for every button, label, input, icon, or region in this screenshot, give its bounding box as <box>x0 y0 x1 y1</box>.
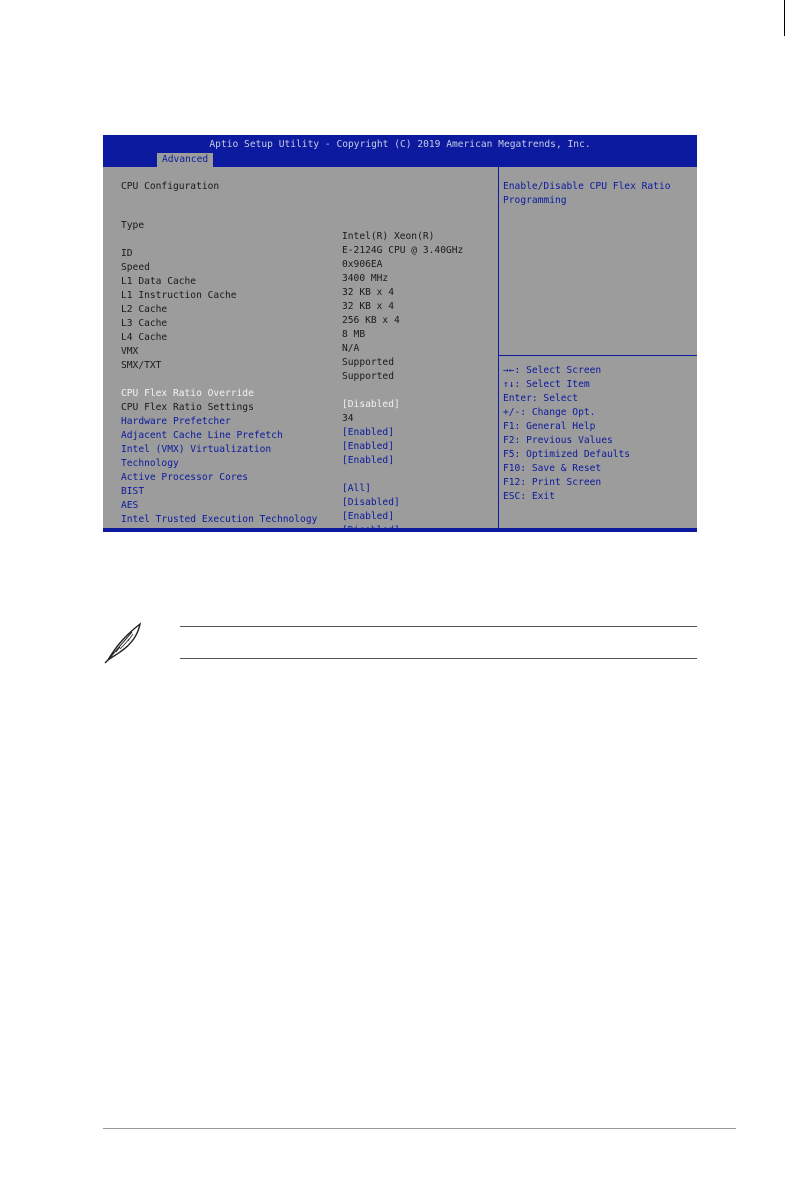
info-label: L1 Instruction Cache <box>121 290 237 301</box>
setting-value: 34 <box>342 413 354 424</box>
key-help-f5: F5: Optimized Defaults <box>503 449 631 460</box>
setting-label: Intel Trusted Execution Technology <box>121 514 318 525</box>
info-value: Supported <box>342 371 394 382</box>
help-text-line: Programming <box>503 195 567 206</box>
info-label: L3 Cache <box>121 318 168 329</box>
bios-bottom-border <box>103 528 697 532</box>
settings-pane <box>103 167 498 532</box>
setting-label: BIST <box>121 486 145 497</box>
key-help-select-screen: →←: Select Screen <box>503 365 602 376</box>
help-text-line: Enable/Disable CPU Flex Ratio <box>503 181 671 192</box>
info-label: ID <box>121 248 133 259</box>
setting-label: AES <box>121 500 139 511</box>
setting-label: CPU Flex Ratio Settings <box>121 402 254 413</box>
setting-value[interactable]: [Enabled] <box>342 455 394 466</box>
key-help-change-opt: +/-: Change Opt. <box>503 407 596 418</box>
setting-value[interactable]: [Disabled] <box>342 399 400 410</box>
key-help-enter: Enter: Select <box>503 393 579 404</box>
setting-label: Active Processor Cores <box>121 472 249 483</box>
info-value: E-2124G CPU @ 3.40GHz <box>342 245 464 256</box>
help-pane <box>498 167 697 532</box>
info-value: 32 KB x 4 <box>342 301 394 312</box>
info-value: 8 MB <box>342 329 366 340</box>
feather-icon <box>102 620 146 664</box>
info-label: L4 Cache <box>121 332 168 343</box>
setting-label: Hardware Prefetcher <box>121 416 231 427</box>
key-help-f1: F1: General Help <box>503 421 596 432</box>
bios-title: Aptio Setup Utility - Copyright (C) 2019 American Megatrends, Inc. <box>209 139 591 150</box>
help-divider <box>499 355 697 356</box>
key-help-f10: F10: Save & Reset <box>503 463 602 474</box>
tab-advanced[interactable]: Advanced <box>157 153 213 167</box>
info-value: N/A <box>342 343 360 354</box>
page-edge-rule <box>784 0 785 36</box>
bios-header <box>103 135 697 167</box>
setting-label: Intel (VMX) Virtualization <box>121 444 272 455</box>
footer-rule <box>103 1128 736 1129</box>
note-bottom-rule <box>180 658 697 659</box>
section-title: CPU Configuration <box>121 181 220 192</box>
key-help-f2: F2: Previous Values <box>503 435 613 446</box>
bios-screen <box>103 135 697 532</box>
info-label: L2 Cache <box>121 304 168 315</box>
key-help-f12: F12: Print Screen <box>503 477 602 488</box>
info-value: 3400 MHz <box>342 273 389 284</box>
note-top-rule <box>180 626 697 627</box>
setting-value[interactable]: [Enabled] <box>342 441 394 452</box>
setting-label: Adjacent Cache Line Prefetch <box>121 430 283 441</box>
setting-value[interactable]: [Enabled] <box>342 511 394 522</box>
info-label: L1 Data Cache <box>121 276 197 287</box>
key-help-select-item: ↑↓: Select Item <box>503 379 590 390</box>
info-value: 256 KB x 4 <box>342 315 400 326</box>
setting-label: CPU Flex Ratio Override <box>121 388 254 399</box>
setting-value[interactable]: [All] <box>342 483 371 494</box>
setting-label: Technology <box>121 458 179 469</box>
info-value: Intel(R) Xeon(R) <box>342 231 435 242</box>
info-label: Speed <box>121 262 150 273</box>
info-value: 0x906EA <box>342 259 383 270</box>
info-label: VMX <box>121 346 139 357</box>
info-label: Type <box>121 220 145 231</box>
info-value: 32 KB x 4 <box>342 287 394 298</box>
setting-value[interactable]: [Enabled] <box>342 427 394 438</box>
info-value: Supported <box>342 357 394 368</box>
key-help-esc: ESC: Exit <box>503 491 555 502</box>
setting-value[interactable]: [Disabled] <box>342 497 400 508</box>
info-label: SMX/TXT <box>121 360 162 371</box>
